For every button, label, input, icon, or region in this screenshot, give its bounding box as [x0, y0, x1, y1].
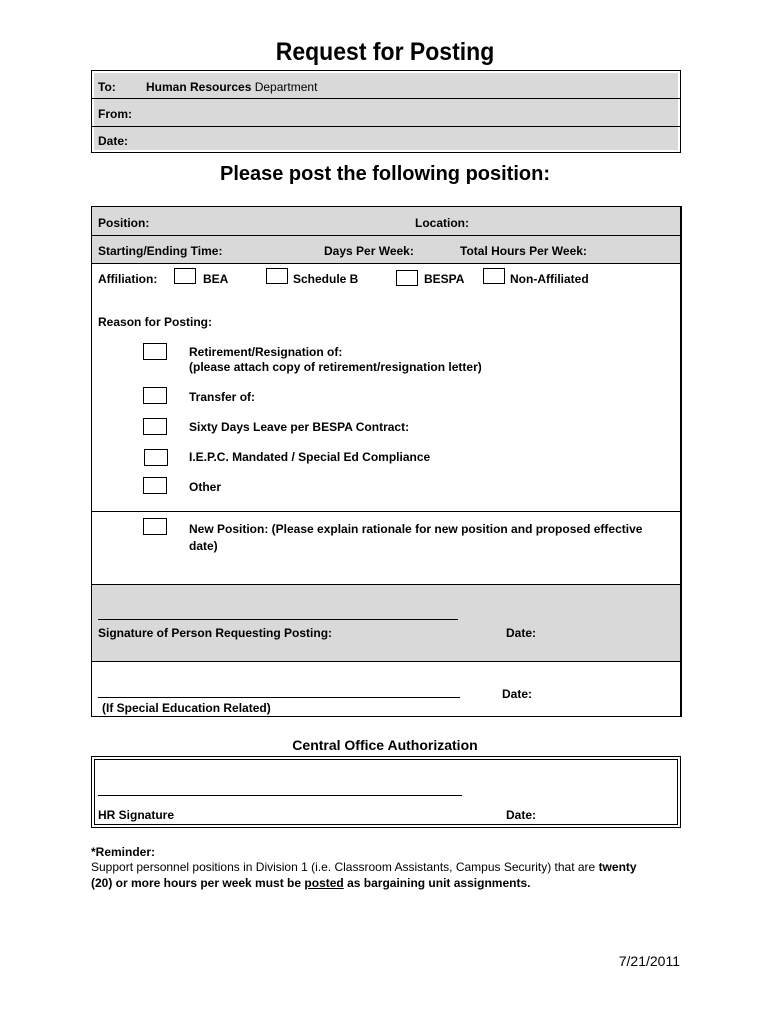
central-office-heading: Central Office Authorization [292, 737, 478, 753]
from-label: From: [98, 107, 132, 121]
to-department-rest: Department [251, 80, 318, 94]
affiliation-bespa-checkbox[interactable] [396, 270, 418, 286]
reminder-line-1-bold: twenty [598, 860, 637, 874]
position-label: Position: [98, 216, 150, 230]
footer-date: 7/21/2011 [618, 953, 680, 969]
reason-iepc-checkbox[interactable] [144, 449, 168, 466]
reason-sixty-days-label: Sixty Days Leave per BESPA Contract: [189, 420, 410, 434]
reason-retirement-label: Retirement/Resignation of: [189, 345, 343, 359]
affiliation-label: Affiliation: [98, 272, 158, 286]
affiliation-bea-checkbox[interactable] [174, 268, 196, 284]
reminder-line-2 [91, 876, 530, 890]
requester-signature-area[interactable] [92, 585, 680, 661]
location-label: Location: [415, 216, 469, 230]
requester-date-label: Date: [506, 626, 537, 640]
date-label: Date: [98, 134, 129, 148]
requester-signature-line [98, 619, 458, 620]
starting-ending-label: Starting/Ending Time: [98, 244, 223, 258]
requester-signature-label: Signature of Person Requesting Posting: [98, 626, 333, 640]
page-title: Request for Posting [275, 38, 495, 66]
position-row[interactable] [92, 207, 680, 235]
reason-iepc-label: I.E.P.C. Mandated / Special Ed Compliance [189, 450, 431, 464]
to-value [146, 80, 317, 94]
days-per-week-label: Days Per Week: [324, 244, 414, 258]
sped-signature-line [98, 697, 460, 698]
central-office-block [91, 756, 681, 828]
affiliation-bespa-label: BESPA [424, 272, 465, 286]
reminder-line-2-end: as bargaining unit assignments. [343, 876, 531, 890]
from-row[interactable] [94, 99, 678, 126]
total-hours-label: Total Hours Per Week: [460, 244, 587, 258]
reason-sixty-days-checkbox[interactable] [143, 418, 167, 435]
sped-signature-label: (If Special Education Related) [102, 701, 271, 715]
hr-signature-line [98, 795, 462, 796]
affiliation-non-affiliated-checkbox[interactable] [483, 268, 505, 284]
reminder-line-1 [91, 860, 637, 874]
affiliation-schedule-b-label: Schedule B [293, 272, 359, 286]
reason-new-position-checkbox[interactable] [143, 518, 167, 535]
reason-transfer-label: Transfer of: [189, 390, 256, 404]
reminder-line-2-underlined: posted [304, 876, 344, 890]
reason-transfer-checkbox[interactable] [143, 387, 167, 404]
section-subtitle: Please post the following position: [219, 163, 550, 185]
date-row[interactable] [94, 127, 678, 150]
reason-new-position-label-cont: date) [189, 539, 218, 553]
reminder-line-2-text: (20) or more hours per week must be [91, 876, 305, 890]
reason-other-label: Other [189, 480, 222, 494]
reason-label: Reason for Posting: [98, 315, 213, 329]
reason-retirement-checkbox[interactable] [143, 343, 167, 360]
reminder-title: *Reminder: [91, 845, 156, 859]
to-department-bold: Human Resources [146, 80, 252, 94]
hr-date-label: Date: [506, 808, 537, 822]
reason-new-position-label: New Position: (Please explain rationale for new position and proposed effective [189, 522, 643, 536]
reason-other-checkbox[interactable] [143, 477, 167, 494]
reminder-line-1-text: Support personnel positions in Division 1 (i.e. Classroom Assistants, Campus Security) that are [91, 860, 599, 874]
affiliation-schedule-b-checkbox[interactable] [266, 268, 288, 284]
sped-date-label: Date: [502, 687, 533, 701]
affiliation-bea-label: BEA [203, 272, 229, 286]
affiliation-non-affiliated-label: Non-Affiliated [510, 272, 589, 286]
reason-retirement-note: (please attach copy of retirement/resignation letter) [189, 360, 482, 374]
hr-signature-label: HR Signature [98, 808, 175, 822]
to-label: To: [98, 80, 116, 94]
